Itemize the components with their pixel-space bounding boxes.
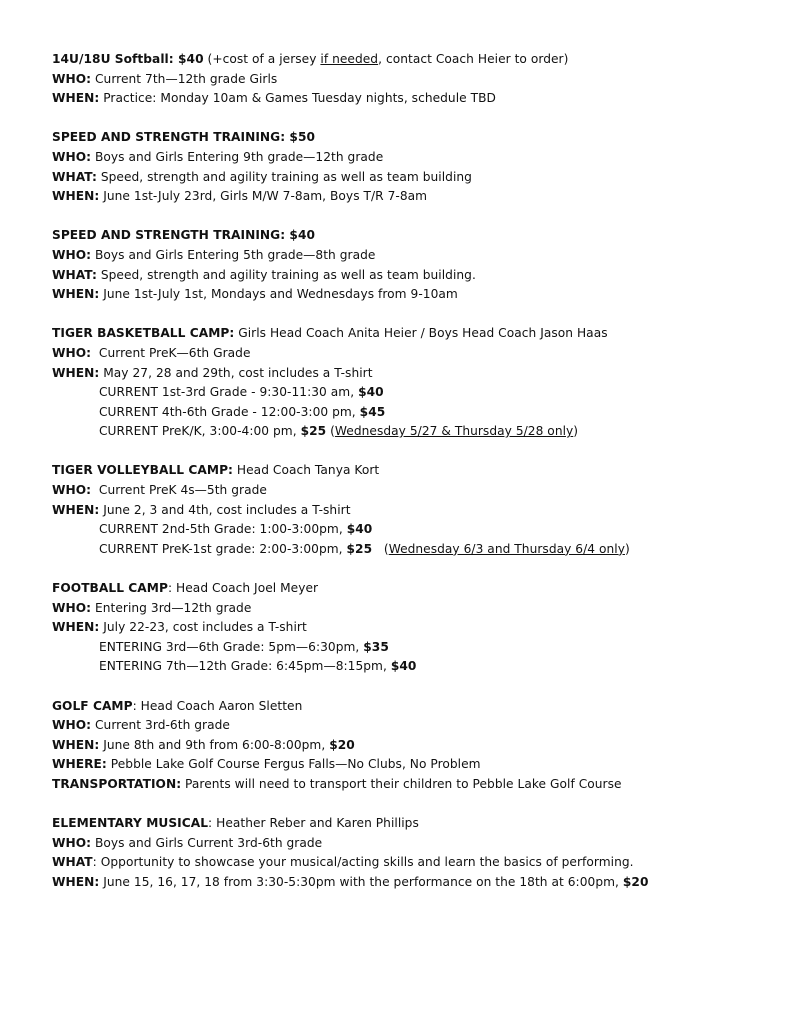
who-label: WHO:	[52, 149, 92, 164]
volleyball-session-2	[52, 540, 772, 560]
when-label: WHEN:	[52, 287, 100, 302]
session-price: $40	[346, 522, 373, 537]
where-label: WHERE:	[52, 757, 107, 772]
section-spacer	[52, 795, 772, 815]
what-label: WHAT	[52, 855, 93, 870]
volleyball-title: TIGER VOLLEYBALL CAMP:	[52, 463, 233, 478]
when-value: June 8th and 9th from 6:00-8:00pm,	[99, 737, 330, 752]
when-label: WHEN:	[52, 620, 100, 635]
session-price: $40	[390, 659, 417, 674]
golf-title: GOLF CAMP	[52, 698, 133, 713]
session-text: ENTERING 3rd—6th Grade: 5pm—6:30pm,	[99, 639, 364, 654]
speed-ms-heading	[52, 226, 772, 246]
who-value: Boys and Girls Entering 5th grade—8th grade	[91, 247, 376, 262]
who-label: WHO:	[52, 345, 92, 360]
speed-strength-hs-section	[52, 128, 772, 206]
when-label: WHEN:	[52, 874, 100, 889]
session-price: $35	[363, 639, 389, 654]
who-value: Current PreK 4s—5th grade	[91, 483, 267, 498]
who-label: WHO:	[52, 718, 92, 733]
who-value: Entering 3rd—12th grade	[91, 600, 252, 615]
what-label: WHAT:	[52, 267, 97, 282]
basketball-session-2	[52, 403, 772, 423]
basketball-coaches: Girls Head Coach Anita Heier / Boys Head Coach Jason Haas	[234, 326, 608, 341]
softball-note-end: , contact Coach Heier to order)	[378, 52, 569, 66]
section-spacer	[52, 442, 772, 462]
football-when	[52, 618, 772, 638]
transportation-label: TRANSPORTATION:	[52, 776, 182, 791]
speed-hs-price: : $50	[280, 130, 316, 145]
who-value: Current PreK—6th Grade	[91, 345, 251, 360]
football-camp-section	[52, 579, 772, 677]
session-price: $25	[300, 424, 327, 439]
golf-heading	[52, 697, 772, 717]
football-who	[52, 599, 772, 619]
section-spacer	[52, 305, 772, 325]
when-value: June 2, 3 and 4th, cost includes a T-shirt	[99, 502, 351, 517]
session-note-close: )	[573, 424, 579, 439]
softball-section	[52, 50, 772, 109]
session-note-close: )	[624, 541, 630, 556]
session-text: CURRENT 1st-3rd Grade - 9:30-11:30 am,	[99, 385, 359, 400]
softball-when	[52, 89, 772, 109]
section-spacer	[52, 109, 772, 129]
speed-ms-what	[52, 266, 772, 286]
basketball-when	[52, 364, 772, 384]
musical-price: $20	[622, 874, 649, 889]
basketball-who	[52, 344, 772, 364]
who-label: WHO:	[52, 71, 92, 86]
golf-price: $20	[329, 737, 355, 752]
basketball-heading	[52, 324, 772, 344]
transportation-value: Parents will need to transport their children to Pebble Lake Golf Course	[181, 776, 622, 791]
football-title: FOOTBALL CAMP	[52, 581, 168, 596]
musical-who	[52, 834, 772, 854]
session-text: ENTERING 7th—12th Grade: 6:45pm—8:15pm,	[99, 659, 391, 674]
musical-when	[52, 873, 772, 893]
softball-note: (+cost of a jersey	[203, 52, 321, 66]
golf-when	[52, 736, 772, 756]
basketball-title: TIGER BASKETBALL CAMP:	[52, 326, 235, 341]
who-value: Boys and Girls Current 3rd-6th grade	[91, 835, 323, 850]
session-note: Wednesday 5/27 & Thursday 5/28 only	[334, 424, 574, 439]
volleyball-heading	[52, 461, 772, 481]
golf-coach: : Head Coach Aaron Sletten	[132, 698, 303, 713]
when-label: WHEN:	[52, 737, 100, 752]
volleyball-when	[52, 501, 772, 521]
activities-document	[52, 50, 772, 893]
section-spacer	[52, 207, 772, 227]
when-value: May 27, 28 and 29th, cost includes a T-shirt	[99, 365, 373, 380]
when-value: Practice: Monday 10am & Games Tuesday nights, schedule TBD	[99, 91, 496, 106]
who-value: Current 7th—12th grade Girls	[91, 71, 278, 86]
when-value: July 22-23, cost includes a T-shirt	[99, 620, 307, 635]
what-value: Speed, strength and agility training as well as team building.	[96, 267, 476, 282]
who-value: Current 3rd-6th grade	[91, 718, 230, 733]
when-value: June 1st-July 1st, Mondays and Wednesdays from 9-10am	[99, 287, 458, 302]
speed-ms-title: SPEED AND STRENGTH TRAINING	[52, 228, 281, 243]
session-text: CURRENT PreK-1st grade: 2:00-3:00pm,	[99, 541, 347, 556]
speed-ms-who	[52, 246, 772, 266]
softball-who	[52, 70, 772, 90]
softball-price: : $40	[168, 52, 204, 66]
football-session-2	[52, 657, 772, 677]
softball-note-underlined: if needed	[320, 52, 379, 66]
who-label: WHO:	[52, 483, 92, 498]
softball-title: 14U/18U Softball	[52, 52, 169, 66]
golf-where	[52, 755, 772, 775]
speed-hs-title: SPEED AND STRENGTH TRAINING	[52, 130, 281, 145]
volleyball-session-1	[52, 520, 772, 540]
who-label: WHO:	[52, 247, 92, 262]
session-text: CURRENT PreK/K, 3:00-4:00 pm,	[99, 424, 301, 439]
musical-section	[52, 814, 772, 892]
musical-directors: : Heather Reber and Karen Phillips	[208, 816, 419, 831]
session-text: CURRENT 2nd-5th Grade: 1:00-3:00pm,	[99, 522, 347, 537]
when-value: June 15, 16, 17, 18 from 3:30-5:30pm with the performance on the 18th at 6:00pm,	[99, 874, 623, 889]
softball-heading	[52, 50, 772, 70]
speed-ms-when	[52, 285, 772, 305]
golf-transportation	[52, 775, 772, 795]
golf-camp-section	[52, 697, 772, 795]
speed-hs-what	[52, 168, 772, 188]
basketball-camp-section	[52, 324, 772, 442]
what-label: WHAT:	[52, 169, 97, 184]
session-note-open: (	[372, 541, 389, 556]
golf-who	[52, 716, 772, 736]
speed-strength-ms-section	[52, 226, 772, 304]
basketball-session-3	[52, 422, 772, 442]
football-heading	[52, 579, 772, 599]
section-spacer	[52, 677, 772, 697]
what-value: : Opportunity to showcase your musical/acting skills and learn the basics of performing.	[92, 855, 634, 870]
what-value: Speed, strength and agility training as well as team building	[96, 169, 472, 184]
football-session-1	[52, 638, 772, 658]
when-label: WHEN:	[52, 189, 100, 204]
session-price: $40	[358, 385, 384, 400]
speed-ms-price: : $40	[280, 228, 316, 243]
who-label: WHO:	[52, 600, 92, 615]
when-label: WHEN:	[52, 502, 100, 517]
session-note-open: (	[326, 424, 335, 439]
session-price: $45	[359, 404, 386, 419]
basketball-session-1	[52, 383, 772, 403]
when-value: June 1st-July 23rd, Girls M/W 7-8am, Boys T/R 7-8am	[99, 189, 428, 204]
section-spacer	[52, 559, 772, 579]
where-value: Pebble Lake Golf Course Fergus Falls—No Clubs, No Problem	[106, 757, 481, 772]
session-text: CURRENT 4th-6th Grade - 12:00-3:00 pm,	[99, 404, 360, 419]
musical-what	[52, 853, 772, 873]
volleyball-camp-section	[52, 461, 772, 559]
when-label: WHEN:	[52, 91, 100, 106]
football-coach: : Head Coach Joel Meyer	[167, 581, 319, 596]
speed-hs-heading	[52, 128, 772, 148]
speed-hs-who	[52, 148, 772, 168]
session-price: $25	[346, 541, 373, 556]
musical-title: ELEMENTARY MUSICAL	[52, 816, 209, 831]
speed-hs-when	[52, 187, 772, 207]
when-label: WHEN:	[52, 365, 100, 380]
who-value: Boys and Girls Entering 9th grade—12th grade	[91, 149, 384, 164]
who-label: WHO:	[52, 835, 92, 850]
musical-heading	[52, 814, 772, 834]
volleyball-coach: Head Coach Tanya Kort	[232, 463, 380, 478]
session-note: Wednesday 6/3 and Thursday 6/4 only	[388, 541, 625, 556]
volleyball-who	[52, 481, 772, 501]
